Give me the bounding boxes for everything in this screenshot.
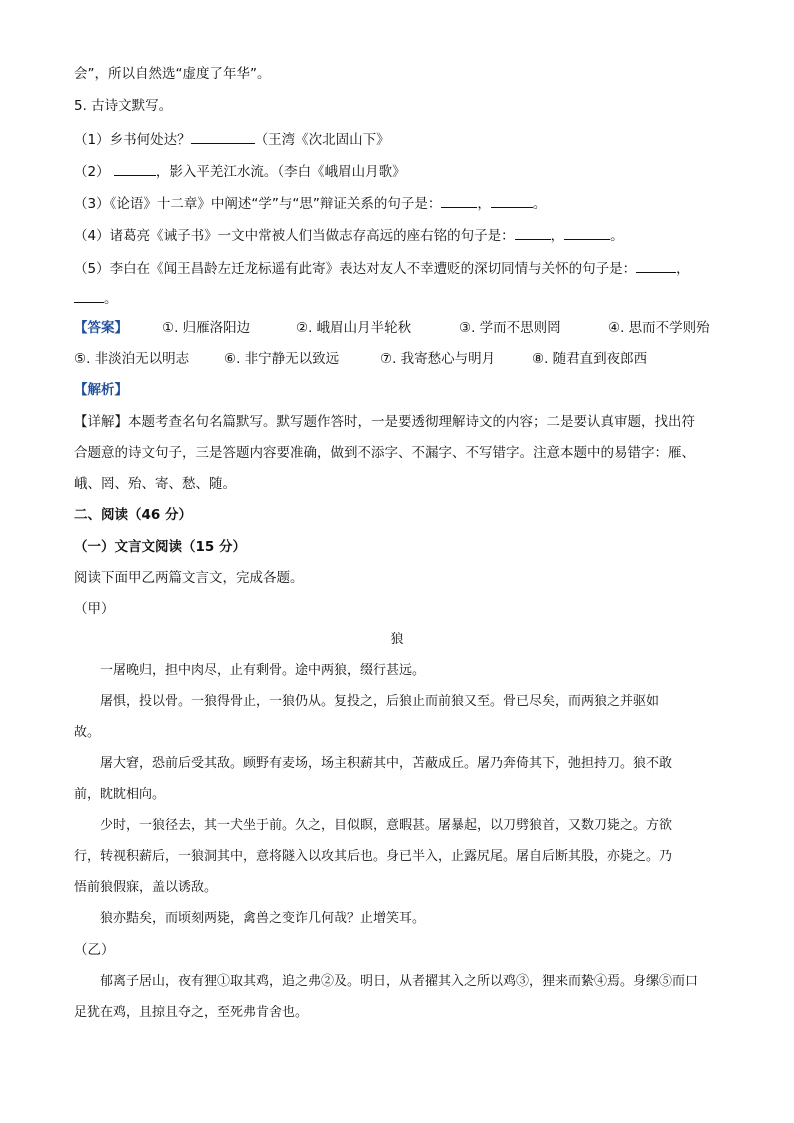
item-text: （2） [74,164,114,180]
question-5-item-4 [74,225,720,246]
passage-line: 郁离子居山，夜有狸①取其鸡，追之弗②及。明日，从者擢其入之所以鸡③，狸来而絷④焉。身缧⑤而口 [100,974,699,989]
answer-blank[interactable] [636,258,676,273]
item-text: ，影入平羌江水流。（李白《峨眉山月歌》 [155,164,406,180]
item-text: （5）李白在《闻王昌龄左迁龙标遥有此寄》表达对友人不幸遭贬的深切同情与关怀的句子是： [74,261,637,277]
answer-item-2: ②. 峨眉山月半轮秋 [296,320,412,336]
question-5-item-2 [74,161,720,182]
subsection-title: （一）文言文阅读（15 分） [74,539,246,555]
item-text: ， [477,196,491,212]
passage-yi-label: （乙） [74,942,115,958]
answer-item-3: ③. 学而不思则罔 [459,320,561,336]
passage-line: 一屠晚归，担中肉尽，止有剩骨。途中两狼，缀行甚远。 [100,663,426,678]
question-5-item-1 [74,129,720,150]
answer-blank[interactable] [74,288,104,303]
analysis-line: 峨、罔、殆、寄、愁、随。 [74,476,236,492]
passage-line: 行，转视积薪后，一狼洞其中，意将隧入以攻其后也。身已半入，止露尻尾。屠自后断其股，亦毙之。乃 [74,849,673,864]
answer-blank[interactable] [114,161,156,176]
item-text: （1）乡书何处达？ [74,132,191,148]
passage-line: 屠惧，投以骨。一狼得骨止，一狼仍从。复投之，后狼止而前狼又至。骨已尽矣，而两狼之并驱如 [100,694,660,709]
item-text: 。 [104,291,118,307]
item-text: 。 [610,228,624,244]
answer-blank[interactable] [515,225,551,240]
section-title: 二、阅读（46 分） [74,507,192,523]
passage-line: 少时，一狼径去，其一犬坐于前。久之，目似瞑，意暇甚。屠暴起，以刀劈狼首，又数刀毙之。方欲 [100,818,673,833]
answer-blank[interactable] [441,193,477,208]
item-text: （3）《论语》十二章》中阐述“学”与“思”辩证关系的句子是： [74,196,442,212]
passage-line: 狼亦黠矣，而顷刻两毙，禽兽之变诈几何哉？止增笑耳。 [100,911,426,926]
passage-jia-label: （甲） [74,601,115,617]
question-5-item-5 [74,258,720,279]
item-text: （4）诸葛亮《诫子书》一文中常被人们当做志存高远的座右铭的句子是： [74,228,515,244]
item-text: ， [550,228,565,244]
answer-item-1: ①. 归雁洛阳边 [162,320,251,336]
passage-title: 狼 [390,632,404,647]
analysis-line: 合题意的诗文句子，三是答题内容要准确，做到不添字、不漏字、不写错字。注意本题中的易错字：雁、 [74,445,695,461]
intro-line: 会”，所以自然选“虚度了年华”。 [74,66,271,82]
item-text: （王湾《次北固山下》 [254,132,390,148]
reading-instruction: 阅读下面甲乙两篇文言文，完成各题。 [74,570,304,586]
passage-line: 足犹在鸡，且掠且夺之，至死弗肯舍也。 [74,1005,309,1020]
item-text: ， [676,261,690,277]
answer-blank[interactable] [191,129,255,144]
question-5-item-3 [74,193,720,214]
item-text: 。 [532,196,547,212]
passage-line: 前，眈眈相向。 [74,787,166,802]
answer-item-5: ⑤. 非淡泊无以明志 [74,351,190,367]
passage-line: 悟前狼假寐，盖以诱敌。 [74,880,218,895]
answer-item-4: ④. 思而不学则殆 [608,320,710,336]
answer-blank[interactable] [564,225,610,240]
analysis-line: 【详解】本题考查名句名篇默写。默写题作答时，一是要透彻理解诗文的内容；二是要认真审题，找出符 [74,414,695,430]
answer-item-6: ⑥. 非宁静无以致远 [224,351,340,367]
passage-line: 屠大窘，恐前后受其敌。顾野有麦场，场主积薪其中，苫蔽成丘。屠乃奔倚其下，弛担持刀。狼不敢 [100,756,673,771]
passage-line: 故。 [74,725,101,740]
answer-blank[interactable] [491,193,533,208]
answer-item-8: ⑧. 随君直到夜郎西 [532,351,648,367]
answer-item-7: ⑦. 我寄愁心与明月 [380,351,496,367]
question-5-item-5-cont [74,288,720,309]
answer-label: 【答案】 [74,320,128,336]
analysis-label: 【解析】 [74,382,128,398]
question-5-title: 5. 古诗文默写。 [74,98,173,114]
